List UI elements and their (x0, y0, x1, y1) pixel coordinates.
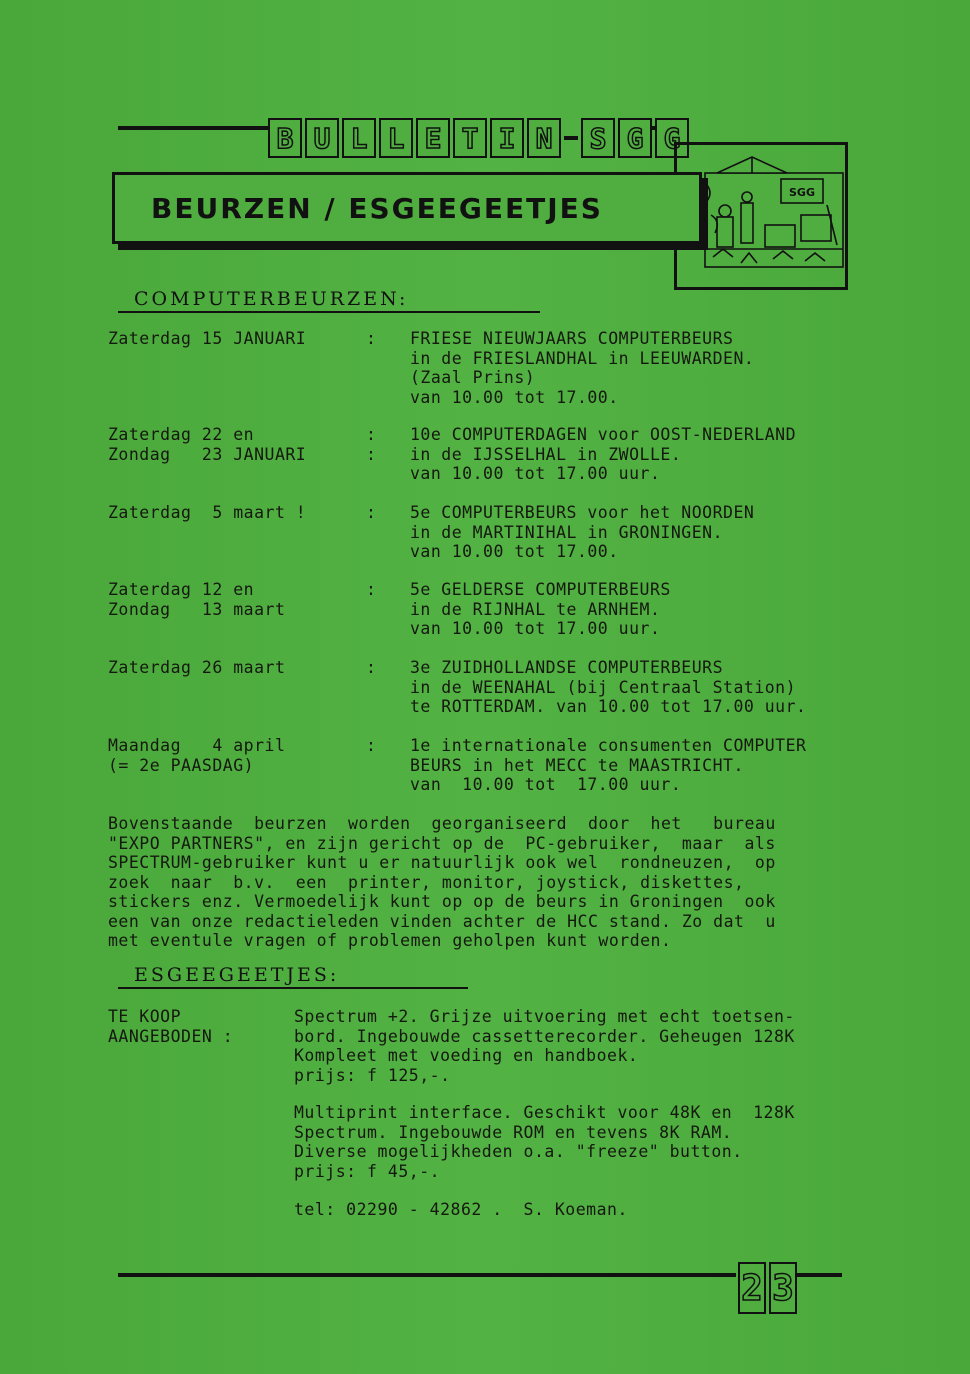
event-separator: : (366, 503, 377, 522)
ad-line: prijs: f 45,-. (294, 1161, 441, 1181)
event-info (410, 425, 796, 484)
event-item (108, 425, 306, 464)
section-heading-computerbeurzen: COMPUTERBEURZEN: (134, 288, 409, 310)
paragraph-line: zoek naar b.v. een printer, monitor, joystick, diskettes, (108, 872, 745, 892)
bulletin-letter: L (379, 118, 413, 158)
event-info-line: in de WEENAHAL (bij Centraal Station) (410, 677, 797, 697)
event-info-line: BEURS in het MECC te MAASTRICHT. (410, 755, 744, 775)
ad-multiprint (294, 1103, 795, 1181)
ad-label-line: AANGEBODEN : (108, 1026, 234, 1046)
ad-spectrum (294, 1007, 795, 1085)
event-info (410, 580, 671, 639)
event-date: Zaterdag 26 maart (108, 658, 286, 677)
event-info-line: te ROTTERDAM. van 10.00 tot 17.00 uur. (410, 697, 807, 716)
event-info (410, 736, 807, 795)
sgg-letter: S (581, 118, 615, 158)
ad-line: Kompleet met voeding en handboek. (294, 1046, 639, 1065)
heading-underline (118, 987, 468, 989)
event-info-line: van 10.00 tot 17.00 uur. (410, 775, 682, 794)
event-info-line: 3e ZUIDHOLLANDSE COMPUTERBEURS (410, 658, 724, 677)
bulletin-letter: T (453, 118, 487, 158)
event-info-line: van 10.00 tot 17.00 uur. (410, 464, 661, 483)
banner (112, 172, 702, 244)
event-date: Zondag 13 maart (108, 599, 286, 619)
event-info-line: in de FRIESLANDHAL in LEEUWARDEN. (410, 348, 755, 368)
paragraph-line: SPECTRUM-gebruiker kunt u er natuurlijk ook wel rondneuzen, op (108, 853, 776, 872)
heading-underline (118, 311, 540, 313)
event-info-line: (Zaal Prins) (410, 368, 536, 387)
event-item (108, 658, 285, 678)
bulletin-letter: B (268, 118, 302, 158)
banner-title: BEURZEN / ESGEEGEETJES (151, 191, 603, 225)
event-item (108, 503, 306, 523)
event-separator: : (366, 580, 377, 599)
event-date: Zaterdag 22 en (108, 425, 255, 444)
bulletin-letter: E (416, 118, 450, 158)
bulletin-letter: U (305, 118, 339, 158)
event-info-line: 5e COMPUTERBEURS voor het NOORDEN (410, 503, 755, 522)
footer-rule-right (796, 1273, 842, 1277)
ad-line: prijs: f 125,-. (294, 1065, 451, 1085)
section-heading-esgeegeetjes: ESGEEGEETJES: (134, 964, 340, 986)
bulletin-letter: I (490, 118, 524, 158)
footer-rule-left (118, 1273, 736, 1277)
event-info (410, 329, 754, 407)
sgg-letter: G (618, 118, 652, 158)
event-separator: : (366, 329, 377, 348)
event-item (108, 329, 306, 349)
header-rule-left (118, 126, 270, 130)
event-info (410, 503, 754, 562)
ad-label-line: TE KOOP (108, 1007, 182, 1026)
contact-line: tel: 02290 - 42862 . S. Koeman. (294, 1200, 628, 1219)
event-date: Zondag 23 JANUARI (108, 444, 307, 464)
ad-line: Spectrum. Ingebouwde ROM en tevens 8K RAM. (294, 1122, 733, 1142)
event-info-line: 10e COMPUTERDAGEN voor OOST-NEDERLAND (410, 425, 797, 444)
event-separator (366, 425, 376, 464)
event-info-line: 1e internationale consumenten COMPUTER (410, 736, 807, 755)
event-separator: : (366, 658, 377, 677)
intro-paragraph (108, 814, 776, 951)
event-separator: : (366, 736, 377, 755)
bulletin-letter: L (342, 118, 376, 158)
paragraph-line: "EXPO PARTNERS", en zijn gericht op de PC-gebruiker, maar als (108, 833, 776, 853)
event-date: Zaterdag 5 maart ! (108, 503, 307, 522)
event-info (410, 658, 807, 717)
page-digit: 2 (738, 1262, 766, 1314)
event-info-line: van 10.00 tot 17.00 uur. (410, 619, 661, 638)
event-separator-line: : (366, 425, 377, 444)
page-digit: 3 (769, 1262, 797, 1314)
bulletin-letter: N (527, 118, 561, 158)
event-separator-line: : (366, 444, 377, 464)
event-info-line: in de MARTINIHAL in GRONINGEN. (410, 522, 724, 542)
paragraph-line: stickers enz. Vermoedelijk kunt op op de beurs in Groningen ook (108, 892, 776, 911)
page-number (738, 1262, 797, 1314)
event-date: (= 2e PAASDAG) (108, 755, 255, 775)
event-date: Zaterdag 15 JANUARI (108, 329, 307, 348)
event-info-line: FRIESE NIEUWJAARS COMPUTERBEURS (410, 329, 734, 348)
event-info-line: van 10.00 tot 17.00. (410, 542, 619, 561)
ad-line: Multiprint interface. Geschikt voor 48K en 128K (294, 1103, 795, 1122)
event-date: Maandag 4 april (108, 736, 286, 755)
sgg-letter: G (655, 118, 689, 158)
bulletin-title (268, 118, 689, 158)
event-info-line: in de IJSSELHAL in ZWOLLE. (410, 444, 682, 464)
event-info-line: van 10.00 tot 17.00. (410, 387, 619, 407)
ad-line: bord. Ingebouwde cassetterecorder. Geheugen 128K (294, 1026, 795, 1046)
paragraph-line: een van onze redactieleden vinden achter de HCC stand. Zo dat u (108, 911, 776, 931)
event-info-line: in de RIJNHAL te ARNHEM. (410, 599, 661, 619)
ad-line: Spectrum +2. Grijze uitvoering met echt toetsen- (294, 1007, 795, 1026)
illustration-sign: SGG (789, 186, 815, 199)
ad-line: Diverse mogelijkheden o.a. "freeze" button. (294, 1142, 743, 1161)
ad-label (108, 1007, 233, 1046)
event-date: Zaterdag 12 en (108, 580, 255, 599)
event-item (108, 736, 285, 775)
paragraph-line: Bovenstaande beurzen worden georganiseerd door het bureau (108, 814, 776, 833)
paragraph-line: met eventule vragen of problemen geholpen kunt worden. (108, 931, 672, 950)
event-info-line: 5e GELDERSE COMPUTERBEURS (410, 580, 671, 599)
event-item (108, 580, 285, 619)
